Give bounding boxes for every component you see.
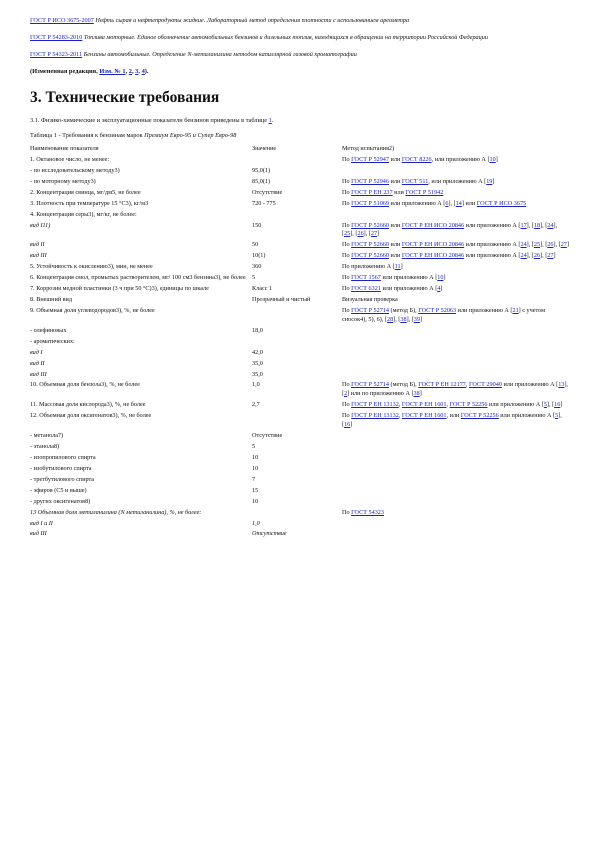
test-method	[342, 432, 572, 443]
method-link[interactable]: ГОСТ Р 52946	[351, 177, 389, 185]
test-method	[342, 509, 572, 520]
indicator-name: - третбутилового спирта	[30, 475, 95, 483]
method-text: ], [	[546, 401, 555, 409]
test-method	[342, 338, 572, 349]
method-text: ], [	[553, 241, 561, 249]
reference-text: Нефть сырая и нефтепродукты жидкие. Лабораторный метод определения плотности с использованием ареометра	[93, 17, 410, 24]
method-text: ,	[465, 381, 469, 389]
indicator-name: 3. Плотность при температуре 15 °С3), кг/м3	[30, 199, 149, 207]
method-text: ]	[419, 390, 422, 398]
method-link[interactable]: ГОСТ Р 52660	[351, 252, 389, 260]
indicator-value: Отсутствие	[252, 188, 283, 196]
method-text: ], [	[526, 221, 534, 229]
method-text: ], [	[406, 315, 414, 323]
method-text: или приложению А [	[464, 221, 521, 229]
method-link[interactable]: ГОСТ Р 52660	[351, 241, 389, 249]
method-link[interactable]: ГОСТ Р 52947	[351, 155, 389, 163]
indicator-name: 1. Октановое число, не менее:	[30, 155, 110, 163]
table-row	[30, 189, 572, 200]
indicator-name: вид I и II	[30, 519, 53, 527]
method-text: ]	[553, 252, 556, 260]
method-text: По	[342, 412, 352, 420]
method-text: ,	[398, 412, 402, 420]
method-text: Визуальная проверка	[342, 296, 398, 303]
method-text: По	[342, 177, 352, 185]
method-link[interactable]: ГОСТ Р ЕН 13132	[351, 412, 399, 420]
method-link[interactable]: ГОСТ 1567	[351, 274, 381, 282]
column-header: Значение	[252, 144, 277, 152]
indicator-name: вид III	[30, 370, 47, 378]
method-text: По	[342, 285, 352, 293]
table-row	[30, 509, 572, 520]
indicator-value: 10(1)	[252, 252, 266, 260]
table-link[interactable]: 1	[268, 116, 272, 124]
method-link[interactable]: 25	[344, 230, 351, 238]
table-row	[30, 360, 572, 371]
separator: ,	[138, 67, 142, 75]
caption-italic: Премиум Евро-95 и Супер Евро-98	[144, 131, 237, 139]
method-text: ] или по приложению А [	[347, 390, 414, 398]
intro-text: 3.1. Физико-химические и эксплуатационные показатели бензинов приведены в таблице	[30, 116, 269, 124]
table-row	[30, 211, 572, 222]
method-link[interactable]: 39	[413, 315, 420, 323]
requirements-table	[30, 145, 572, 542]
reference-text: Бензины автомобильные. Определение N-метиланилина методом капиллярной газовой хроматографии	[82, 51, 357, 59]
test-method	[342, 476, 572, 487]
method-link[interactable]: 21	[512, 306, 519, 314]
indicator-value: 35,0	[252, 370, 263, 378]
method-text: , или	[446, 412, 461, 420]
test-method	[342, 178, 572, 189]
intro-paragraph	[30, 117, 570, 124]
method-text: или приложению А [	[389, 199, 446, 207]
indicator-value	[252, 211, 342, 222]
table-row	[30, 412, 572, 432]
indicator-value	[252, 156, 342, 167]
table-row	[30, 241, 572, 252]
method-text: или	[389, 241, 402, 249]
method-text: или приложению А [	[498, 412, 556, 420]
method-link[interactable]: 16	[554, 401, 561, 409]
indicator-name: - других оксигенатов8)	[30, 497, 91, 505]
indicator-value: 10	[252, 497, 259, 505]
method-link[interactable]: ГОСТ 8226	[401, 155, 432, 163]
method-link[interactable]: 2	[344, 390, 348, 398]
method-link[interactable]: 10	[489, 155, 496, 163]
method-text: По	[342, 381, 352, 389]
test-method	[342, 412, 572, 432]
indicator-name: 12. Объемная доля оксигенатов3), %, не более	[30, 412, 152, 420]
table-row	[30, 454, 572, 465]
indicator-name: 5. Устойчивость к окислению3), мин, не менее	[30, 263, 153, 271]
amendment-prefix: (Измененная редакция,	[30, 67, 100, 75]
indicator-value: 5	[252, 442, 256, 450]
method-text: ], [	[526, 252, 534, 260]
indicator-name: - изобутилового спирта	[30, 464, 92, 472]
method-link[interactable]: ГОСТ Р ИСО 3675	[476, 199, 527, 207]
indicator-name: - эфиров (С5 и выше)	[30, 486, 87, 494]
method-link[interactable]: ГОСТ Р ЕН ИСО 20846	[401, 241, 465, 249]
method-text: ]	[377, 230, 380, 238]
method-link[interactable]: 6	[445, 199, 449, 207]
method-link[interactable]: ГОСТ Р 51942	[405, 188, 444, 196]
table-row	[30, 274, 572, 285]
method-link[interactable]: ГОСТ Р ЕН 13132	[351, 401, 399, 409]
indicator-value: 10	[252, 464, 259, 472]
document-page	[30, 16, 570, 541]
amendment-link[interactable]: Изм. № 1	[99, 67, 126, 75]
method-text: или	[389, 221, 402, 229]
standard-link[interactable]: ГОСТ Р ИСО 3675-2007	[30, 17, 94, 24]
method-text: ] с учетом сносок4), 5), 6), [	[342, 306, 546, 323]
method-text: ]	[566, 241, 569, 249]
method-text: или приложению А [	[464, 241, 521, 249]
table-row	[30, 178, 572, 189]
test-method	[342, 530, 572, 541]
method-link[interactable]: 24	[547, 221, 554, 229]
method-text: По	[342, 221, 352, 229]
test-method	[342, 381, 572, 401]
method-text: или приложению А [	[380, 274, 438, 282]
reference-item	[30, 50, 570, 59]
table-row	[30, 222, 572, 242]
method-text: ]	[419, 315, 423, 323]
amendment-note	[30, 68, 570, 75]
section-title: 3. Технические требования	[30, 88, 220, 106]
indicator-name: 10. Объемная доля бензола3), %, не более	[30, 381, 140, 389]
indicator-name: - олефиновых	[30, 326, 67, 334]
indicator-name: вид II	[30, 359, 45, 367]
method-link[interactable]: 27	[370, 230, 378, 238]
method-text: По	[342, 401, 352, 409]
indicator-value: 35,0	[252, 359, 263, 367]
indicator-name: 9. Объемная доля углеводородов3), %, не более	[30, 306, 155, 314]
indicator-name: вид II	[30, 241, 45, 249]
method-text: или	[389, 252, 402, 260]
test-method	[342, 520, 572, 531]
test-method	[342, 487, 572, 498]
test-method	[342, 349, 572, 360]
method-text: (метод Б),	[389, 381, 419, 389]
indicator-value: 1,0	[252, 381, 260, 389]
test-method	[342, 222, 572, 242]
method-link[interactable]: 11	[394, 263, 401, 271]
indicator-name: - изопропилового спирта	[30, 453, 96, 461]
indicator-name: - этанола8)	[30, 442, 60, 450]
method-text: или приложению А [	[456, 306, 513, 314]
method-link[interactable]: ГОСТ Р 52714	[351, 306, 389, 314]
test-method	[342, 296, 572, 307]
indicator-value: 10	[252, 453, 259, 461]
method-link[interactable]: ГОСТ Р 52660	[351, 221, 389, 229]
method-link[interactable]: 4	[437, 285, 441, 293]
table-row	[30, 307, 572, 327]
test-method	[342, 263, 572, 274]
table-row	[30, 167, 572, 178]
method-text: По	[342, 199, 352, 207]
method-link[interactable]: 14	[455, 199, 462, 207]
method-text: или приложению А [	[464, 252, 521, 260]
test-method	[342, 285, 572, 296]
method-link[interactable]: 5	[555, 412, 559, 420]
table-row	[30, 520, 572, 531]
indicator-name: 11. Массовая доля кислорода3), %, не более	[30, 401, 146, 409]
method-link[interactable]: 26	[533, 252, 541, 260]
table-row	[30, 381, 572, 401]
method-link[interactable]: ГОСТ 6321	[351, 285, 381, 293]
table-caption	[30, 132, 570, 139]
indicator-name: 7. Коррозия медной пластинки (3 ч при 50 °С)3), единицы по шкале	[30, 285, 209, 293]
method-text: ]	[440, 285, 443, 293]
test-method	[342, 211, 572, 222]
method-text: ]	[400, 263, 403, 271]
method-text: ,	[446, 401, 450, 409]
reference-list	[30, 16, 570, 60]
method-text: (метод Б),	[389, 306, 419, 314]
indicator-name: - по исследовательскому методу3)	[30, 166, 120, 174]
method-link[interactable]: ГОСТ 29040	[469, 381, 502, 389]
indicator-value: 720 - 775	[252, 199, 276, 207]
indicator-value: 360	[252, 263, 262, 271]
table-row	[30, 156, 572, 167]
method-text: ], [	[448, 199, 456, 207]
method-link[interactable]: 38	[400, 315, 407, 323]
indicator-name: - по моторному методу3)	[30, 177, 96, 185]
method-text: ], [	[526, 241, 534, 249]
reference-text: Топлива моторные. Единое обозначение автомобильных бензинов и дизельных топлив, находящихся в обращении на территории Российской Федерации	[82, 34, 488, 42]
method-text: По	[342, 252, 352, 260]
standard-link[interactable]: ГОСТ Р 54323-2011	[30, 51, 83, 59]
method-text: , или приложению А [	[431, 155, 490, 163]
method-link[interactable]: ГОСТ Р ЕН 1601	[401, 401, 447, 409]
method-link[interactable]: ГОСТ Р ЕН ИСО 20846	[401, 221, 465, 229]
table-row	[30, 498, 572, 509]
method-link[interactable]: ГОСТ Р ЕН ИСО 20846	[401, 252, 465, 260]
method-link[interactable]: ГОСТ Р 52063	[418, 306, 457, 314]
method-text: ]	[443, 274, 446, 282]
method-text: ]	[560, 401, 563, 409]
method-text: или приложению А [	[380, 285, 438, 293]
method-link[interactable]: 26	[357, 230, 364, 238]
indicator-value	[252, 338, 342, 349]
method-link[interactable]: 19	[486, 177, 493, 185]
method-link[interactable]: 26	[547, 241, 554, 249]
amendment-link[interactable]: 3	[135, 67, 139, 75]
method-text: или приложению А [	[501, 381, 559, 389]
method-link[interactable]: 27	[547, 252, 554, 260]
indicator-name: 4. Концентрация серы3), мг/кг, не более:	[30, 210, 137, 218]
table-row	[30, 401, 572, 412]
table-row	[30, 296, 572, 307]
column-header: Наименование показателя	[30, 144, 99, 152]
indicator-value: 95,0(1)	[252, 166, 271, 174]
table-row	[30, 263, 572, 274]
table-row	[30, 432, 572, 443]
test-method	[342, 327, 572, 338]
method-link[interactable]: 24	[520, 252, 527, 260]
method-link[interactable]: 24	[520, 241, 527, 249]
method-text: ], [	[342, 412, 562, 428]
test-method	[342, 498, 572, 509]
method-text: По	[342, 274, 352, 282]
indicator-value: 7	[252, 475, 256, 483]
method-text: По приложению А [	[342, 263, 395, 271]
indicator-name: 2. Концентрация свинца, мг/дм5, не более	[30, 188, 141, 196]
method-text: По	[342, 508, 352, 516]
method-text: ]	[495, 155, 498, 163]
table-row	[30, 476, 572, 487]
caption-prefix: Таблица 1 - Требования к бензинам марок	[30, 131, 145, 139]
amendment-link[interactable]: 4	[141, 67, 145, 75]
reference-item	[30, 16, 570, 25]
indicator-value: Прозрачный и чистый	[252, 296, 311, 303]
method-link[interactable]: ГОСТ Р 52714	[351, 381, 389, 389]
table-row	[30, 349, 572, 360]
test-method	[342, 189, 572, 200]
indicator-value: 5	[252, 274, 256, 282]
method-text: По	[342, 241, 352, 249]
method-link[interactable]: 25	[533, 241, 541, 249]
method-text: ]	[492, 177, 495, 185]
indicator-value	[252, 307, 342, 327]
method-link[interactable]: ГОСТ Р ЕН 12177	[418, 381, 466, 389]
method-link[interactable]: 28	[386, 315, 394, 323]
indicator-value: 85,0(1)	[252, 177, 271, 185]
table-row	[30, 487, 572, 498]
indicator-value: Отсутствие	[252, 530, 287, 538]
indicator-value: Класс 1	[252, 285, 273, 293]
table-row	[30, 530, 572, 541]
test-method	[342, 443, 572, 454]
indicator-value: Отсутствие	[252, 431, 283, 439]
test-method	[342, 274, 572, 285]
method-text: ,	[398, 401, 402, 409]
amendment-suffix: ).	[144, 67, 149, 75]
method-text: ]	[350, 420, 353, 428]
test-method	[342, 156, 572, 167]
method-link[interactable]: ГОСТ Р ЕН 237	[351, 188, 393, 196]
intro-end: .	[271, 116, 274, 124]
reference-item	[30, 33, 570, 42]
method-text: , или приложению А [	[428, 177, 487, 185]
method-text: или	[389, 177, 402, 185]
table-header-row	[30, 145, 572, 156]
table-row	[30, 443, 572, 454]
test-method	[342, 465, 572, 476]
indicator-name: 6. Концентрация смол, промытых растворителем, мг/ 100 см3 бензина3), не более	[30, 274, 246, 282]
method-link[interactable]: 10	[437, 274, 444, 282]
method-text: По	[342, 155, 352, 163]
indicator-name: - ароматических:	[30, 337, 75, 345]
indicator-value: 15	[252, 486, 259, 494]
indicator-name: вид III	[30, 252, 47, 260]
indicator-value: 50	[252, 241, 259, 249]
method-text: ], [	[540, 252, 548, 260]
method-link[interactable]: 13	[558, 381, 565, 389]
method-text: ] или	[461, 199, 477, 207]
indicator-value: 42,0	[252, 348, 263, 356]
method-text: ], [	[342, 381, 569, 398]
test-method	[342, 307, 572, 327]
method-text: ], [	[342, 221, 558, 238]
method-link[interactable]: 17	[520, 221, 527, 229]
method-link[interactable]: ГОСТ Р 52256	[460, 412, 499, 420]
indicator-value	[252, 412, 342, 432]
method-text: ], [	[363, 230, 371, 238]
separator: ,	[131, 67, 136, 75]
table-row	[30, 465, 572, 476]
indicator-name: 8. Внешний вид	[30, 296, 72, 303]
method-link[interactable]: ГОСТ 54323	[351, 508, 384, 516]
test-method	[342, 200, 572, 211]
method-text: ], [	[540, 241, 548, 249]
method-text: По	[342, 306, 352, 314]
indicator-value: 150	[252, 221, 262, 229]
method-link[interactable]: 18	[533, 221, 541, 229]
indicator-name: вид III	[30, 530, 47, 538]
table-row	[30, 371, 572, 382]
amendment-link[interactable]: 2	[128, 67, 132, 75]
method-link[interactable]: ГОСТ Р 52256	[449, 401, 488, 409]
method-text: или приложению А [	[487, 401, 544, 409]
test-method	[342, 371, 572, 382]
table-row	[30, 285, 572, 296]
test-method	[342, 167, 572, 178]
indicator-value: 1,0	[252, 519, 260, 527]
table-row	[30, 338, 572, 349]
method-text: ], [	[393, 315, 401, 323]
column-header: Метод испытания2)	[342, 144, 395, 152]
indicator-value: 2,7	[252, 401, 260, 409]
test-method	[342, 360, 572, 371]
method-link[interactable]: 16	[344, 420, 351, 428]
separator: ,	[125, 67, 129, 75]
method-text: ], [	[540, 221, 548, 229]
method-link[interactable]: ГОСТ Р 51069	[351, 199, 389, 207]
indicator-name: вид I11)	[30, 221, 51, 229]
method-link[interactable]: 5	[543, 401, 547, 409]
method-text: или	[389, 155, 402, 163]
test-method	[342, 454, 572, 465]
indicator-value	[252, 509, 342, 520]
indicator-name: - метанола7)	[30, 431, 64, 439]
test-method	[342, 401, 572, 412]
indicator-value: 18,0	[252, 326, 263, 334]
table-row	[30, 327, 572, 338]
indicator-name: 13 Объемная доля метиланилина (N метиланилина), %, не более:	[30, 508, 202, 516]
table-row	[30, 252, 572, 263]
test-method	[342, 241, 572, 252]
method-link[interactable]: ГОСТ Р ЕН 1601	[401, 412, 447, 420]
method-text: или	[392, 188, 406, 196]
table-row	[30, 200, 572, 211]
method-text: ], [	[350, 230, 358, 238]
test-method	[342, 252, 572, 263]
method-link[interactable]: ГОСТ 511	[401, 177, 429, 185]
indicator-name: вид I	[30, 348, 43, 356]
method-text: По	[342, 188, 352, 196]
standard-link[interactable]: ГОСТ Р 54283-2010	[30, 34, 83, 42]
method-link[interactable]: 27	[560, 241, 567, 249]
method-link[interactable]: 38	[413, 390, 420, 398]
